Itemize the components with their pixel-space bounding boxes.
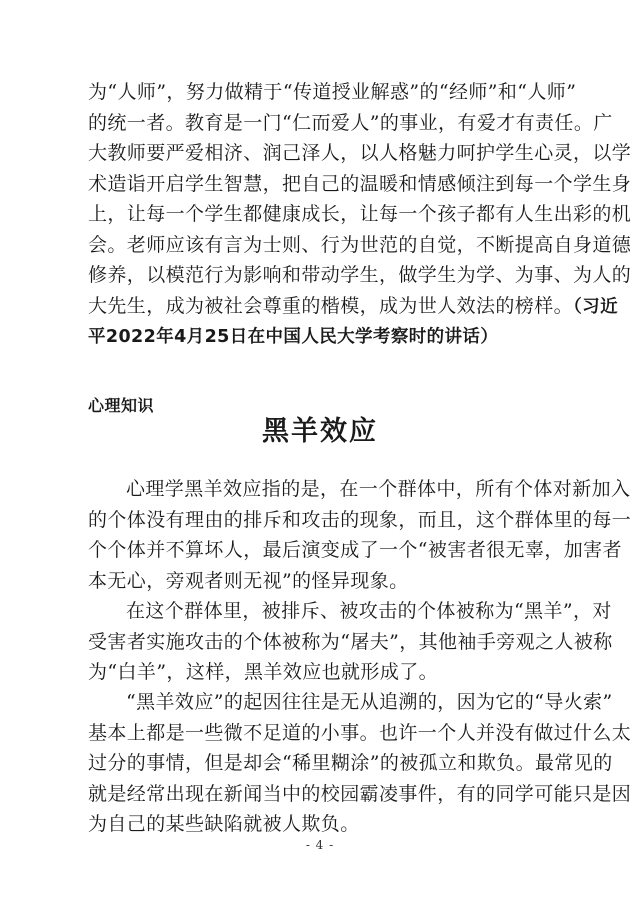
paragraph-line: 过分的事情，但是却会“稀里糊涂”的被孤立和欺负。最常见的 bbox=[88, 752, 613, 774]
paragraph-line: 的统一者。教育是一门“仁而爱人”的事业，有爱才有责任。广 bbox=[88, 111, 613, 134]
top-paragraph bbox=[88, 77, 632, 353]
paragraph-line: 个个体并不算坏人，最后演变成了一个“被害者很无辜，加害者 bbox=[88, 539, 622, 561]
quote-source-start: （习近 bbox=[573, 296, 618, 317]
paragraph-line: 在这个群体里，被排斥、被攻击的个体被称为“黑羊”，对 bbox=[126, 600, 612, 622]
paragraph-line: 基本上都是一些微不足道的小事。也许一个人并没有做过什么太 bbox=[88, 721, 632, 744]
section-label: 心理知识 bbox=[88, 396, 155, 415]
paragraph-line: 本无心，旁观者则无视”的怪异现象。 bbox=[88, 569, 409, 592]
paragraph-line: 大教师要严爱相济、润己泽人，以人格魅力呵护学生心灵，以学 bbox=[88, 142, 632, 164]
paragraph-1 bbox=[88, 474, 632, 596]
page-number: - 4 - bbox=[305, 838, 335, 852]
paragraph-3 bbox=[88, 687, 632, 840]
paragraph-line: 为“白羊”，这样，黑羊效应也就形成了。 bbox=[88, 661, 439, 683]
paragraph-line: 受害者实施攻击的个体被称为“屠夫”，其他袖手旁观之人被称 bbox=[88, 630, 613, 653]
paragraph-line: 心理学黑羊效应指的是，在一个群体中，所有个体对新加入 bbox=[126, 478, 631, 500]
paragraph-line bbox=[88, 291, 618, 323]
paragraph-line: “黑羊效应”的起因往往是无从追溯的，因为它的“导火索” bbox=[126, 691, 613, 713]
paragraph-line: 就是经常出现在新闻当中的校园霸凌事件，有的同学可能只是因 bbox=[88, 782, 632, 805]
paragraph-line: 为“人师”，努力做精于“传道授业解惑”的“经师”和“人师” bbox=[88, 81, 577, 103]
paragraph-line-text: 大先生，成为被社会尊重的楷模，成为世人效法的榜样。 bbox=[88, 294, 574, 317]
paragraph-line: 修养，以模范行为影响和带动学生，做学生为学、为事、为人的 bbox=[88, 264, 632, 286]
quote-source: 平2022年4月25日在中国人民大学考察时的讲话） bbox=[88, 327, 499, 347]
paragraph-line: 的个体没有理由的排斥和攻击的现象，而且，这个群体里的每一 bbox=[88, 508, 632, 531]
paragraph-2 bbox=[88, 596, 613, 688]
paragraph-line: 术造诣开启学生智慧，把自己的温暖和情感倾注到每一个学生身 bbox=[88, 172, 632, 195]
paragraph-line: 会。老师应该有言为士则、行为世范的自觉，不断提高自身道德 bbox=[88, 233, 632, 256]
article-title: 黑羊效应 bbox=[262, 416, 378, 447]
paragraph-line: 上，让每一个学生都健康成长，让每一个孩子都有人生出彩的机 bbox=[88, 203, 632, 225]
paragraph-line: 为自己的某些缺陷就被人欺负。 bbox=[88, 813, 360, 835]
